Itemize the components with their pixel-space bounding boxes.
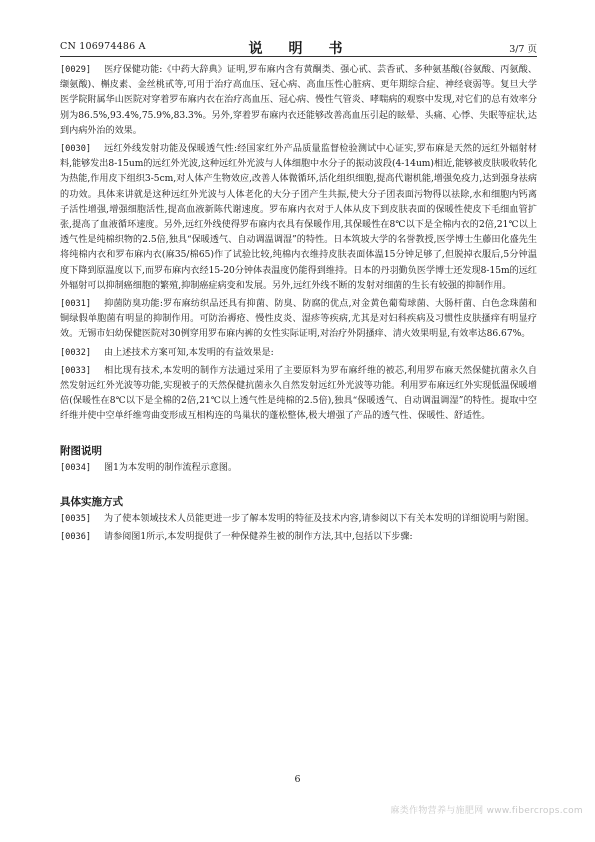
- paragraph-number: [0035]: [60, 513, 92, 524]
- paragraph-text: 远红外线发射功能及保暖透气性:经国家红外产品质量监督检验测试中心证实,罗布麻是天然的远红外辐射材料,能够发出8-15um的远红外光波,这种远红外光波与人体细胞中水分子的振动波段(4-14um)相近,能够被皮肤吸收转化为热能,作用皮下组织3-5cm,对人体产生物效应,改善人体微循环,活化组织细胞,提高代谢机能,增强免疫力,达到强身祛病的功效。具体来讲就是这种远红外光波与人体老化的大分子团产生共振,使大分子团表面污物得以祛除,水和细胞内钙离子活性增强,增强细胞活性,提高血液新陈代谢速度。罗布麻内衣对于人体从皮下到皮肤表面的保暖性使皮下毛细血管扩张,提高了血液循环速度。另外,远红外线使得罗布麻内衣具有保暖作用,其保暖性在8℃以下是全棉内衣的2倍,21℃以上透气性是纯棉织物的2.5倍,独具“保暖透气、自动调温调湿”的特性。日本筑坡大学的名誉教授,医学博士生藤田化盛先生将纯棉内衣和罗布麻内衣(麻35/棉65)作了试验比较,纯棉内衣维持皮肤表面体温15分钟足够了,但脱掉衣服后,5分钟温度下降到原温度以下,而罗布麻内衣经15-20分钟体表温度仍能得到维持。日本的丹羽勤负医学博士还发现8-15m的远红外辐射可以抑制癌细胞的繁殖,抑制癌症病变和发展。另外,远红外线不断的发射对细菌的生长有较强的抑制作用。: [60, 144, 537, 291]
- paragraph-number: [0034]: [60, 462, 92, 473]
- paragraph-text: 相比现有技术,本发明的制作方法通过采用了主要原料为罗布麻纤维的被芯,利用罗布麻天然保健抗菌永久自然发射远红外光波等功能,实现被子的天然保健抗菌永久自然发射远红外光波等功能。利用罗布麻远红外实现低温保暖增倍(保暖性在8℃以下是全棉的2倍,21℃以上透气性是纯棉的2.5倍),独具“保暖透气、自动调温调湿”的特性。提取中空纤维并使中空单纤维弯曲变形成互相构连的鸟巢状的蓬松整体,极大增强了产品的透气性、保暖性、舒适性。: [60, 365, 537, 422]
- paragraph-number: [0030]: [60, 144, 92, 155]
- document-body: [60, 63, 537, 545]
- paragraph-number: [0031]: [60, 299, 92, 310]
- paragraph-0029: [60, 63, 537, 139]
- paragraph-0032: [60, 346, 537, 361]
- paragraph-text: 请参阅图1所示,本发明提供了一种保健养生被的制作方法,其中,包括以下步骤:: [104, 532, 413, 543]
- paragraph-number: [0033]: [60, 365, 92, 376]
- page-number: 6: [294, 774, 301, 785]
- page-header: [60, 40, 537, 57]
- paragraph-0036: [60, 530, 537, 545]
- paragraph-text: 抑菌防臭功能:罗布麻纺织品还具有抑菌、防臭、防腐的优点,对金黄色葡萄球菌、大肠杆菌、白色念珠菌和铜绿假单胞菌有明显的抑制作用。可防治褥疮、慢性皮炎、湿疹等疾病,尤其是对妇科疾病及习惯性皮肤搔痒有明显疗效。无锡市妇幼保健医院对30例穿用罗布麻内裤的女性实际证明,对治疗外阴搔痒、清火效果明显,有效率达86.67%。: [60, 299, 537, 340]
- page-indicator: 3/7 页: [509, 44, 537, 55]
- paragraph-0031: [60, 297, 537, 343]
- watermark: 麻类作物营养与施肥网 www.fibercrops.com: [390, 806, 583, 816]
- paragraph-text: 由上述技术方案可知,本发明的有益效果是:: [104, 347, 274, 358]
- paragraph-0033: [60, 364, 537, 425]
- paragraph-0030: [60, 142, 537, 294]
- paragraph-0035: [60, 512, 537, 527]
- paragraph-text: 医疗保健功能:《中药大辞典》证明,罗布麻内含有黄酮类、强心甙、芸香甙、多种氨基酸(谷氨酸、丙氨酸、缬氨酸)、槲皮素、金丝桃甙等,可用于治疗高血压、冠心病、高血压性心脏病、更年期综合症、神经衰弱等。复旦大学医学院附属华山医院对穿着罗布麻内衣在治疗高血压、冠心病、慢性气管炎、哮喘病的观察中发现,对它们的总有效率分别为86.5%,93.4%,75.9%,83.3%。另外,穿着罗布麻内衣还能够改善高血压引起的眩晕、头痛、心悸、失眠等症状,达到内病外治的效果。: [60, 65, 537, 136]
- paragraph-0034: [60, 461, 537, 476]
- paragraph-text: 为了使本领域技术人员能更进一步了解本发明的特征及技术内容,请参阅以下有关本发明的详细说明与附图。: [104, 513, 535, 524]
- document-title: 说 明 书: [248, 41, 349, 57]
- paragraph-number: [0029]: [60, 65, 92, 75]
- section-title-figures: 附图说明: [60, 444, 102, 457]
- section-title-embodiment: 具体实施方式: [60, 495, 123, 508]
- paragraph-number: [0032]: [60, 347, 92, 358]
- paragraph-number: [0036]: [60, 532, 92, 543]
- paragraph-text: 图1为本发明的制作流程示意图。: [104, 462, 238, 473]
- publication-number: CN 106974486 A: [60, 41, 146, 52]
